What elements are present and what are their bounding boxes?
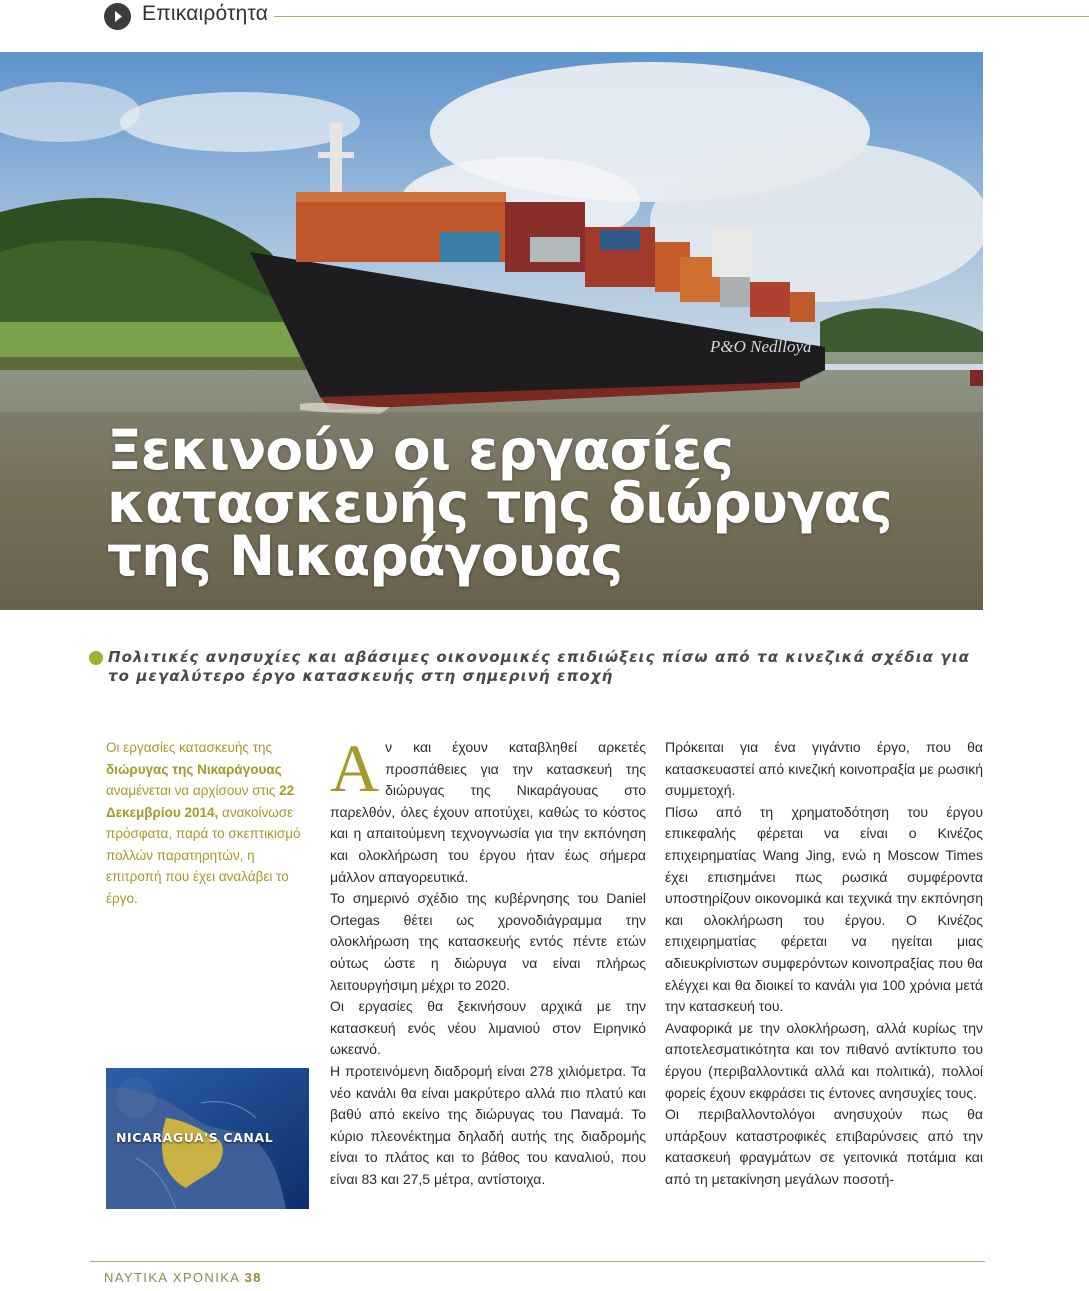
paragraph: Πρόκειται για ένα γιγάντιο έργο, που θα κατασκευαστεί από κινεζική κοινοπραξία με ρωσική συμμετοχή.	[665, 739, 983, 799]
section-title: Επικαιρότητα	[142, 2, 269, 25]
footer-divider	[90, 1261, 985, 1262]
paragraph: Οι περιβαλλοντολόγοι ανησυχούν πως θα υπάρξουν καταστροφικές επιβαρύνσεις από την κατασκευή φραγμάτων σε γειτονικά ποτάμια και από τη μετακίνηση μεγάλων ποσοτή-	[665, 1106, 983, 1187]
publication-name: ΝΑΥΤΙΚΑ ΧΡΟΝΙΚΑ	[104, 1270, 240, 1285]
article-summary	[106, 737, 306, 909]
paragraph: Αναφορικά με την ολοκλήρωση, αλλά κυρίως την αποτελεσματικότητα και τον πιθανό αντίκτυπο του έργου (περιβαλλοντικά αλλά και πολιτικά), πολλοί φορείς έχουν εκφράσει τις έντονες ανησυχίες τους.	[665, 1019, 983, 1101]
paragraph: Πίσω από τη χρηματοδότηση του έργου επικεφαλής φέρεται να είναι ο Κινέζος επιχειρηματίας Wang Jing, ενώ η Moscow Times έχει επισημάνει πως ρωσικά συμφέροντα υποστηρίζουν οικονομικά και τεχνικά την εκπόνηση και ολοκλήρωση του έργου. Ο Κινέζος επιχειρηματίας φέρεται να ηγείται μιας αδιευκρίνιστων συμφερόντων κοινοπραξίας που θα ελέγχει και θα διοικεί το κανάλι για 100 χρόνια μετά την κατασκευή του.	[665, 803, 983, 1015]
paragraph: Η προτεινόμενη διαδρομή είναι 278 χιλιόμετρα. Τα νέο κανάλι θα είναι μακρύτερο αλλά πιο πλατύ και βαθύ από εκείνο της διώρυγας του Παναμά. Το κύριο πλεονέκτημα δηλαδή αυτής της διαδρομής είναι το πλάτος και το βάθος του καναλιού, που είναι 83 και 27,5 μέτρα, αντίστοιχα.	[330, 1062, 646, 1187]
page-footer	[104, 1270, 262, 1285]
bullet-dot-icon	[89, 651, 103, 665]
summary-highlight-1: διώρυγας της Νικαράγουας	[106, 761, 282, 777]
summary-text-1: Οι εργασίες κατασκευής της	[106, 740, 273, 755]
article-column-1	[330, 730, 646, 1190]
ship-name: P&O Nedlloyd	[710, 337, 812, 356]
paragraph: Οι εργασίες θα ξεκινήσουν αρχικά με την κατασκευή ενός νέου λιμανιού στον Ειρηνικό ωκεανό.	[330, 998, 646, 1058]
drop-cap: Α	[330, 730, 380, 806]
page-number: 38	[244, 1270, 262, 1285]
headline-line-1: Ξεκινούν οι εργασίες	[107, 418, 733, 482]
hero-image	[0, 52, 983, 610]
article-subtitle: Πολιτικές ανησυχίες και αβάσιμες οικονομικές επιδιώξεις πίσω από τα κινεζικά σχέδια για το μεγαλύτερο έργο κατασκευής στη σημερινή εποχή	[108, 648, 971, 685]
summary-text-2: αναμένεται να αρχίσουν στις	[106, 783, 280, 798]
headline-line-2: κατασκευής της διώρυγας	[107, 471, 892, 535]
summary-text-3: ανακοίνωσε πρόσφατα, παρά το σκεπτικισμό πολλών παρατηρητών, η επιτροπή που έχει αναλάβει το έργο.	[106, 804, 301, 906]
nicaragua-map-image	[106, 1068, 309, 1209]
play-circle-icon	[104, 3, 131, 30]
map-label: NICARAGUA'S CANAL	[116, 1130, 274, 1145]
section-header	[104, 0, 1089, 32]
paragraph: Το σημερινό σχέδιο της κυβέρνησης του Daniel Ortegas θέτει ως χρονοδιάγραμμα την ολοκλήρωση της κατασκευής εντός πέντε ετών ούτως ώστε η διώρυγα να είναι πλήρως λειτουργήσιμη μέχρι το 2020.	[330, 890, 646, 993]
article-column-2	[665, 737, 983, 1190]
article-headline	[107, 418, 947, 588]
summary-highlight-2: 22 Δεκεμβρίου 2014,	[106, 783, 295, 820]
paragraph: ν και έχουν καταβληθεί αρκετές προσπάθειες για την κατασκευή της διώρυγας της Νικαράγουας στο παρελθόν, όλες έχουν αποτύχει, καθώς το κόστος και η απαιτούμενη τεχνογνωσία για την εκπόνηση και ολοκλήρωση του έργου ήταν έως σήμερα μάλλον απαγορευτικά.	[330, 739, 646, 885]
headline-line-3: της Νικαράγουας	[107, 524, 623, 588]
header-divider	[274, 16, 1089, 17]
